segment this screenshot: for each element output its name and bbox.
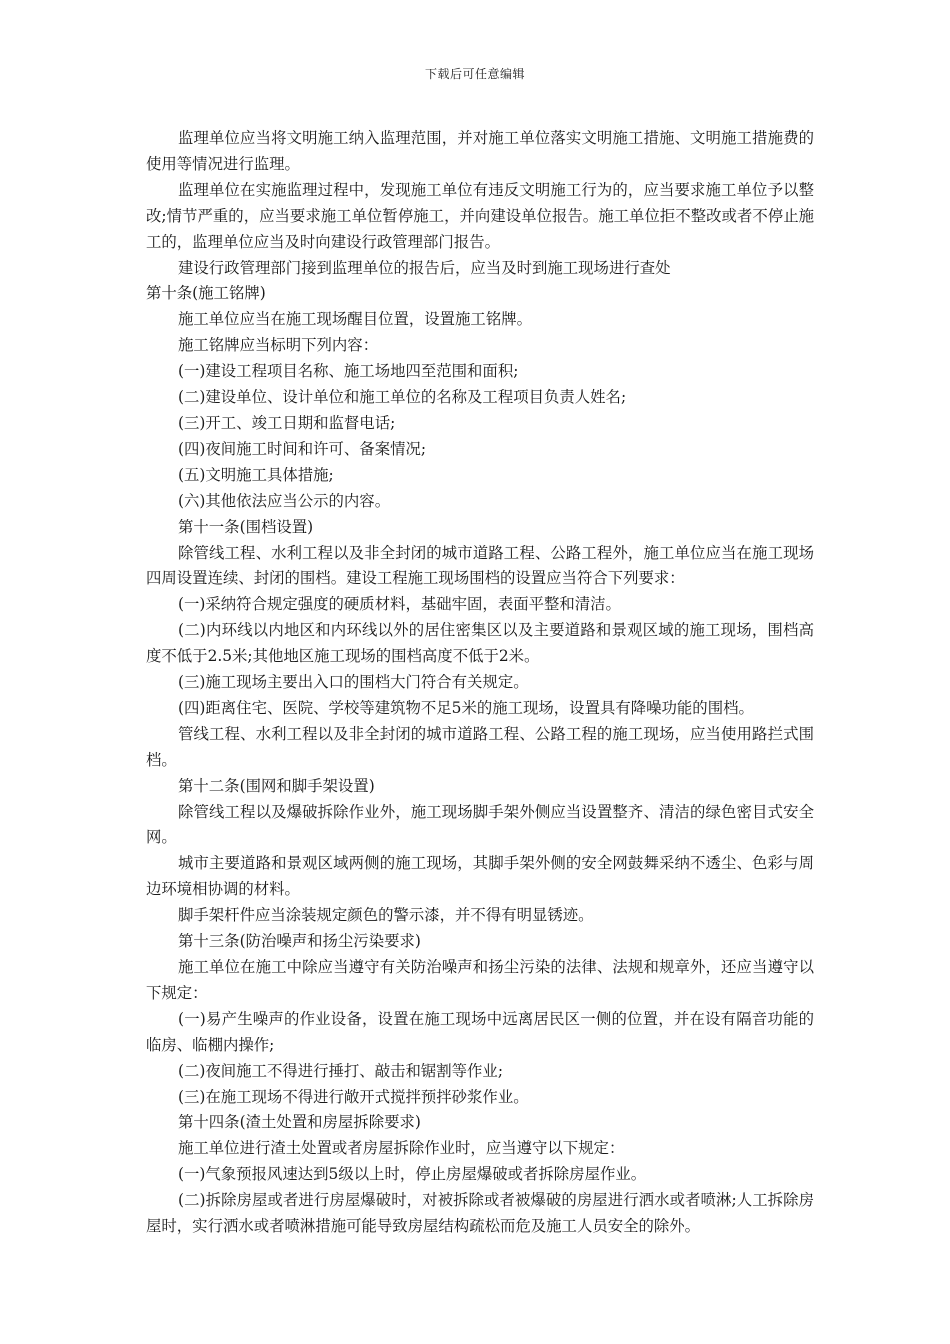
paragraph: 城市主要道路和景观区域两侧的施工现场，其脚手架外侧的安全网鼓舞采纳不透尘、色彩与周边环境相协调的材料。 <box>146 854 814 899</box>
paragraph: 除管线工程、水利工程以及非全封闭的城市道路工程、公路工程外，施工单位应当在施工现场四周设置连续、封闭的围档。建设工程施工现场围档的设置应当符合下列要求： <box>146 543 814 588</box>
paragraph: 管线工程、水利工程以及非全封闭的城市道路工程、公路工程的施工现场，应当使用路拦式围档。 <box>146 724 814 769</box>
list-item: (一)建设工程项目名称、施工场地四至范围和面积; <box>178 362 519 381</box>
list-item: (二)拆除房屋或者进行房屋爆破时，对被拆除或者被爆破的房屋进行洒水或者喷淋;人工拆除房屋时，实行洒水或者喷淋措施可能导致房屋结构疏松而危及施工人员安全的除外。 <box>146 1191 814 1236</box>
document-body <box>146 126 814 1240</box>
list-item: (二)建设单位、设计单位和施工单位的名称及工程项目负责人姓名; <box>178 388 627 407</box>
list-item: (三)在施工现场不得进行敞开式搅拌预拌砂浆作业。 <box>178 1087 529 1106</box>
list-item: (六)其他依法应当公示的内容。 <box>178 491 391 510</box>
article-heading: 第十四条(渣土处置和房屋拆除要求) <box>178 1113 421 1132</box>
article-heading: 第十二条(围网和脚手架设置) <box>178 776 375 795</box>
list-item: (三)开工、竣工日期和监督电话; <box>178 413 396 432</box>
paragraph: 施工单位进行渣土处置或者房屋拆除作业时，应当遵守以下规定： <box>178 1139 625 1158</box>
article-heading: 第十一条(围档设置) <box>178 517 314 536</box>
page-header: 下载后可任意编辑 <box>424 67 525 81</box>
list-item: (四)距离住宅、医院、学校等建筑物不足5米的施工现场，设置具有降噪功能的围档。 <box>178 698 754 717</box>
paragraph: 建设行政管理部门接到监理单位的报告后，应当及时到施工现场进行查处 <box>178 258 671 277</box>
list-item: (三)施工现场主要出入口的围档大门符合有关规定。 <box>178 673 529 692</box>
list-item: (一)采纳符合规定强度的硬质材料，基础牢固，表面平整和清洁。 <box>178 595 621 614</box>
list-item: (二)夜间施工不得进行捶打、敲击和锯割等作业; <box>178 1061 504 1080</box>
paragraph: 脚手架杆件应当涂装规定颜色的警示漆，并不得有明显锈迹。 <box>178 906 594 925</box>
paragraph: 除管线工程以及爆破拆除作业外，施工现场脚手架外侧应当设置整齐、清洁的绿色密目式安全网。 <box>146 802 814 847</box>
paragraph: 施工单位应当在施工现场醒目位置，设置施工铭牌。 <box>178 310 532 329</box>
list-item: (五)文明施工具体措施; <box>178 465 334 484</box>
list-item: (二)内环线以内地区和内环线以外的居住密集区以及主要道路和景观区域的施工现场，围档高度不低于2.5米;其他地区施工现场的围档高度不低于2米。 <box>146 621 814 666</box>
article-heading: 第十条(施工铭牌) <box>146 284 266 303</box>
paragraph: 监理单位在实施监理过程中，发现施工单位有违反文明施工行为的，应当要求施工单位予以整改;情节严重的，应当要求施工单位暂停施工，并向建设单位报告。施工单位拒不整改或者不停止施工的，监理单位应当及时向建设行政管理部门报告。 <box>146 180 814 251</box>
paragraph: 监理单位应当将文明施工纳入监理范围，并对施工单位落实文明施工措施、文明施工措施费的使用等情况进行监理。 <box>146 129 814 173</box>
list-item: (四)夜间施工时间和许可、备案情况; <box>178 439 427 458</box>
list-item: (一)易产生噪声的作业设备，设置在施工现场中远离居民区一侧的位置，并在设有隔音功能的临房、临棚内操作; <box>146 1009 814 1054</box>
article-heading: 第十三条(防治噪声和扬尘污染要求) <box>178 932 421 951</box>
paragraph: 施工铭牌应当标明下列内容： <box>178 336 379 355</box>
list-item: (一)气象预报风速达到5级以上时，停止房屋爆破或者拆除房屋作业。 <box>178 1165 647 1184</box>
paragraph: 施工单位在施工中除应当遵守有关防治噪声和扬尘污染的法律、法规和规章外，还应当遵守以下规定： <box>146 958 814 1002</box>
